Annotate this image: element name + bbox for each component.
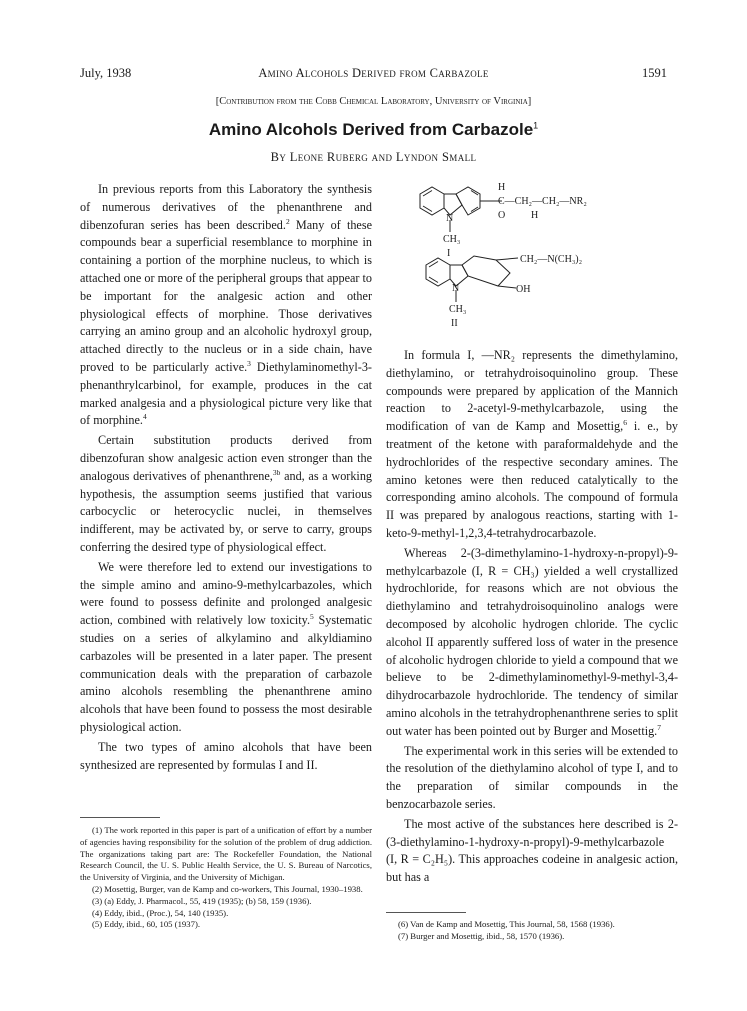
text-run: Whereas 2-(3-dimethylamino-1-hydroxy-n-propyl)-9-methylcarbazole (I, R = CH₃) yielded a well crystallized hydrochloride, for reasons which are not obvious the diethylamino and tetrahydroisoquinolino analogs were decomposed by alcoholic hydrogen chloride. The cyclic alcohol II apparently suffered loss of water in the presence of alcoholic hydrogen chloride to yield a compound that we believe to be 2-dimethylaminomethyl-9-methyl-3,4-dihydrocarbazole hydrochloride. The tendency of similar amino alcohols in the tetrahydrophenanthrene series to split out water has been pointed out by Burger and Mosettig. [386,545,678,738]
text-run: Many of these compounds bear a superficial resemblance to morphine in containing a portion of the morphine nucleus, to which is attached one or more of the peripheral groups that appear to be important for the analgesic action and other physiological effects of morphine. Those derivatives carrying an amino group and an alcoholic hydroxyl group, attached directly to the nucleus or in a side chain, have proved to be particularly active. [80,217,372,374]
text-run: Systematic studies on a series of alkylamino and alkyldiamino carbazoles will be presented in a later paper. The present communication deals with the preparation of carbazole amino alcohols resembling the phenanthrene amino alcohols that have been found to possess the most desirable physiological action. [80,613,372,734]
formula2-n: N [452,283,460,294]
footnote-ref: 3 [247,358,251,368]
footnote: (2) Mosettig, Burger, van de Kamp and co-workers, This Journal, 1930–1938. [92,883,363,894]
paragraph [386,545,678,741]
formula2-numeral: II [451,318,458,329]
formula1-bottom-h: H [531,210,539,221]
footnote: (3) (a) Eddy, J. Pharmacol., 55, 419 (1935); (b) 58, 159 (1936). [92,895,312,906]
structural-formulas [386,178,686,348]
paragraph [80,181,372,430]
text-run: In previous reports from this Laboratory the synthesis of numerous derivatives of the phenanthrene and dibenzofuran series has been described. [80,182,372,232]
footnote-rule-right [386,912,466,913]
article-title [0,120,747,140]
footnote-ref: 5 [310,612,314,622]
left-column [80,181,372,776]
formula2-methyl: CH₃ [449,304,467,315]
formula2-side-bond [496,258,518,260]
text-run: and, as a working hypothesis, the assumption seems justified that various carbocyclic or heterocyclic nuclei, in themselves indifferent, may be activated by, or serve to carry, groups conferring the desired type of physiological effect. [80,468,373,554]
page-number: 1591 [642,66,667,80]
formula2-chain: CH₂—N(CH₃)₂ [520,254,583,265]
formula1-numeral: I [447,248,451,259]
running-header-date: July, 1938 [80,66,132,80]
formula1-n: N [446,213,454,224]
footnote: (5) Eddy, ibid., 60, 105 (1937). [92,919,201,930]
text-run: i. e., by treatment of the ketone with paraformaldehyde and the hydrochlorides of the respective secondary amines. The amino ketones were then reduced catalytically to the corresponding amino alcohols. The compound of formula II was prepared by analogous reactions, starting with 1-keto-9-methyl-1,2,3,4-tetrahydrocarbazole. [386,419,679,540]
formula1-chain: C—CH₂—CH₂—NR₂ [498,196,587,207]
formula1-methyl: CH₃ [443,234,461,245]
formula1-top-h: H [498,182,506,193]
footnote-ref: 3b [272,467,281,477]
text-run: The experimental work in this series will be extended to the resolution of the diethylamino alcohol of type I, and to the preparation of similar compounds in the benzocarbazole series. [386,743,678,811]
footnotes-right [386,919,678,943]
footnotes-left [80,825,372,931]
formula2-oh-bond [498,286,516,288]
paragraph [386,743,678,814]
footnote-ref: 7 [657,722,661,732]
footnote-ref: 2 [285,216,290,226]
formula1-right-ring [456,187,480,215]
formula1-pyrrole-ring [444,194,462,215]
text-run: The two types of amino alcohols that have been synthesized are represented by formulas I and II. [80,739,372,772]
footnote: (7) Burger and Mosettig, ibid., 58, 1570 (1936). [398,930,565,941]
text-run: We were therefore led to extend our investigations to the simple amino and amino-9-methylcarbazoles, which were found to possess definite and prolonged analgesic action, combined with relatively low toxicity. [80,559,372,628]
paragraph [386,347,678,543]
footnote-rule-left [80,817,160,818]
footnote-ref: 6 [623,418,627,428]
contribution-line: [Contribution from the Cobb Chemical Laboratory, University of Virginia] [215,96,532,107]
text-run: The most active of the substances here described is 2-(3-diethylamino-1-hydroxy-n-propyl)-9-methylcarbazole (I, R = C₂H₅). This approaches codeine in analgesic action, but has a [386,816,678,885]
title-footnote-ref: 1 [533,120,539,131]
formula-drawing [386,178,686,348]
formula2-left-ring [426,258,450,286]
formula1-o: O [498,210,506,221]
right-column [386,347,678,889]
paragraph [80,559,372,737]
paragraph [80,739,372,775]
footnote: (4) Eddy, ibid., (Proc.), 54, 140 (1935). [92,907,229,918]
formula2-oh: OH [516,284,531,295]
running-header-title: Amino Alcohols Derived from Carbazole [258,66,489,80]
byline: By Leone Ruberg and Lyndon Small [270,150,477,164]
article-title-text: Amino Alcohols Derived from Carbazole [208,120,534,139]
footnote: (1) The work reported in this paper is part of a unification of effort by a number of agencies having responsibility for the solution of the problem of drug addiction. The organizations taking part are: The Rockefeller Foundation, the National Research Council, the U. S. Public Health Service, the U. S. Bureau of Narcotics, the University of Virginia, and the University of Michigan. [80,825,372,883]
formula2-right-ring [462,256,510,286]
formula1-left-ring [420,187,444,215]
text-run: Diethylaminomethyl-3-phenanthrylcarbinol, for example, produces in the cat marked analgesia and a physiological picture very like that of morphine. [80,359,372,428]
footnote: (6) Van de Kamp and Mosettig, This Journal, 58, 1568 (1936). [398,919,615,929]
paragraph [80,432,372,557]
footnote-ref: 4 [142,412,147,422]
paragraph [386,816,678,887]
text-run: In formula I, —NR₂ represents the dimethylamino, diethylamino, or tetrahydroisoquinolino group. These compounds were prepared by application of the Mannich reaction to 2-acetyl-9-methylcarbazole, using the modification of van de Kamp and Mosettig, [386,348,678,434]
text-run: Certain substitution products derived from dibenzofuran show analgesic action even stronger than the analogous derivatives of phenanthrene, [80,433,372,483]
